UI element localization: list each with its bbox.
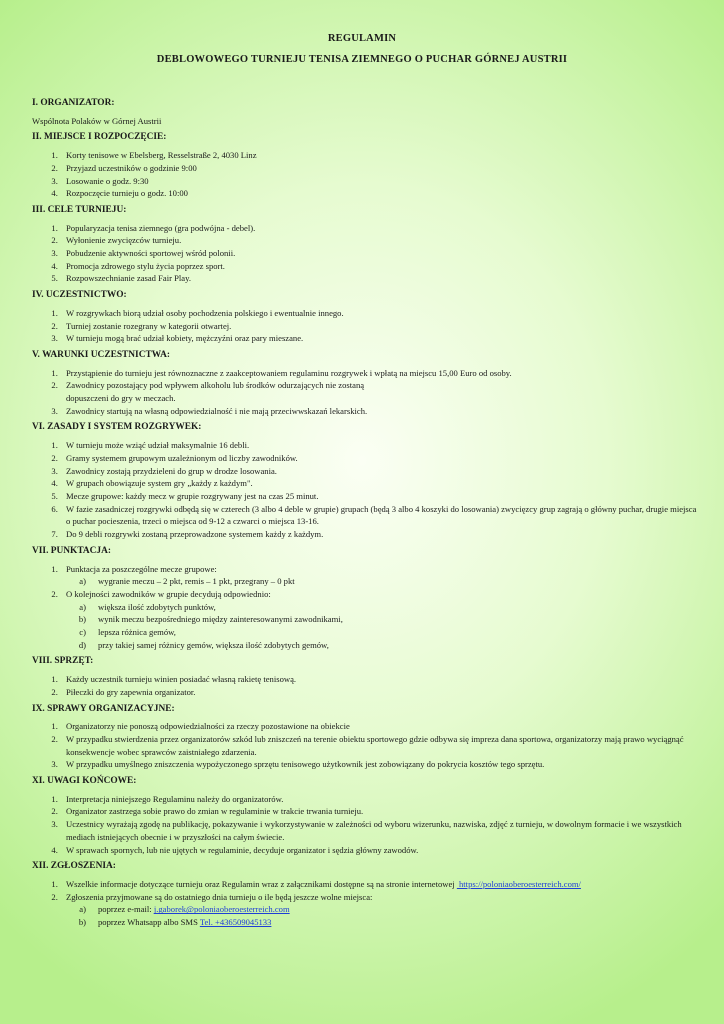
document-subtitle: DEBLOWOWEGO TURNIEJU TENISA ZIEMNEGO O PUCHAR GÓRNEJ AUSTRII — [156, 54, 568, 65]
list-item: 3. W turnieju mogą brać udział kobiety, mężczyźni oraz pary mieszane. — [60, 332, 697, 345]
list-item: 3. Pobudzenie aktywności sportowej wśród polonii. — [60, 247, 697, 260]
list-item: 2. Piłeczki do gry zapewnia organizator. — [60, 686, 697, 699]
list-item: 1. Przystąpienie do turnieju jest równoznaczne z zaakceptowaniem regulaminu rozgrywek i wpłatą na miejscu 15,00 Euro od osoby. — [60, 367, 697, 380]
section-heading-miejsce: II. MIEJSCE I ROZPOCZĘCIE: — [32, 132, 167, 143]
list-item: 1. W turnieju może wziąć udział maksymalnie 16 debli. — [60, 439, 697, 452]
document-body — [32, 97, 697, 931]
list-item — [60, 878, 697, 891]
list-item: 3. Uczestnicy wyrażają zgodę na publikację, pokazywanie i wykorzystywanie w zależności od wyboru wizerunku, nazwiska, zdjęć z turnieju, w dowolnym formacie i we wszystkich mediach istniejących obecnie i w przyszłości na całym świecie. — [60, 818, 697, 843]
list-item: 3. Zawodnicy startują na własną odpowiedzialność i nie mają przeciwwskazań lekarskich. — [60, 405, 697, 418]
list-item: 2. Gramy systemem grupowym uzależnionym od liczby zawodników. — [60, 452, 697, 465]
section-heading-uczestnictwo: IV. UCZESTNICTWO: — [32, 290, 127, 301]
list-uczestnictwo — [32, 307, 697, 345]
sublist — [66, 575, 697, 588]
list-item: 2. Turniej zostanie rozegrany w kategorii otwartej. — [60, 320, 697, 333]
list-miejsce — [32, 149, 697, 200]
list-item: 2. Organizator zastrzega sobie prawo do zmian w regulaminie w trakcie trwania turnieju. — [60, 805, 697, 818]
sublist-item: a. wygranie meczu – 2 pkt, remis – 1 pkt, przegrany – 0 pkt — [86, 575, 697, 588]
list-item: 3. W przypadku umyślnego zniszczenia wypożyczonego sprzętu tenisowego użytkownik jest zobowiązany do pokrycia kosztów tego sprzętu. — [60, 758, 697, 771]
section-heading-warunki: V. WARUNKI UCZESTNICTWA: — [32, 349, 170, 360]
list-item: 2. Zawodnicy pozostający pod wpływem alkoholu lub środków odurzających nie zostaną dopuszczeni do gry w meczach. — [60, 379, 697, 404]
section-heading-uwagi-koncowe: XI. UWAGI KOŃCOWE: — [32, 776, 137, 787]
sublist-item — [86, 916, 697, 929]
sublist-item-text: poprzez e-mail: — [98, 904, 154, 915]
document-title: REGULAMIN — [327, 33, 397, 44]
list-item: 6. W fazie zasadniczej rozgrywki odbędą się w czterech (3 albo 4 deble w grupie) grupach (będą 3 albo 4 koszyki do losowania) zwycięzcy grup zagrają o główny puchar, drugie miejsca o puchar pocieszenia, trzeci o miejsca od 9-12 a czwarci o miejsca 13-16. — [60, 503, 697, 528]
email-link[interactable]: j.gaborek@poloniaoberoesterreich.com — [153, 904, 290, 915]
list-sprawy-organizacyjne — [32, 720, 697, 771]
sublist-item — [86, 903, 697, 916]
section-heading-cele: III. CELE TURNIEJU: — [32, 204, 127, 215]
section-heading-zasady: VI. ZASADY I SYSTEM ROZGRYWEK: — [32, 422, 202, 433]
list-uwagi-koncowe — [32, 793, 697, 857]
sublist-item-text: poprzez Whatsapp albo SMS — [98, 917, 200, 928]
list-item: 3. Losowanie o godz. 9:30 — [60, 175, 697, 188]
website-link[interactable]: https://poloniaoberoesterreich.com/ — [456, 878, 581, 889]
list-item: 1. Korty tenisowe w Ebelsberg, Resselstraße 2, 4030 Linz — [60, 149, 697, 162]
organizer-name: Wspólnota Polaków w Górnej Austrii — [32, 115, 162, 126]
list-cele — [32, 222, 697, 286]
list-warunki — [32, 367, 697, 418]
list-item: 2. W przypadku stwierdzenia przez organizatorów szkód lub zniszczeń na terenie obiektu sportowego gdzie odbywa się impreza dana sportowa, organizatorzy mają prawo wyciągnąć konsekwencje wobec sprawców zaistniałego zdarzenia. — [60, 733, 697, 758]
section-heading-zgloszenia: XII. ZGŁOSZENIA: — [32, 861, 116, 872]
sublist — [66, 601, 697, 652]
sublist-item: a. większa ilość zdobytych punktów, — [86, 601, 697, 614]
list-item-text: Punktacja za poszczególne mecze grupowe: — [66, 563, 217, 574]
list-item: 4. Rozpoczęcie turnieju o godz. 10:00 — [60, 187, 697, 200]
sublist — [66, 903, 697, 928]
list-item — [60, 588, 697, 652]
list-item-text: Wszelkie informacje dotyczące turnieju oraz Regulamin wraz z załącznikami dostępne są na stronie internetowej — [66, 878, 457, 889]
list-zasady — [32, 439, 697, 541]
list-item: 2. Przyjazd uczestników o godzinie 9:00 — [60, 162, 697, 175]
list-item: 1. Popularyzacja tenisa ziemnego (gra podwójna - debel). — [60, 222, 697, 235]
section-heading-sprawy-organizacyjne: IX. SPRAWY ORGANIZACYJNE: — [32, 703, 175, 714]
list-item-text: Zgłoszenia przyjmowane są do ostatniego dnia turnieju o ile będą jeszcze wolne miejsca: — [66, 891, 373, 902]
list-item: 4. Promocja zdrowego stylu życia poprzez sport. — [60, 260, 697, 273]
list-item: 1. Interpretacja niniejszego Regulaminu należy do organizatorów. — [60, 793, 697, 806]
list-punktacja — [32, 563, 697, 652]
list-item — [60, 563, 697, 588]
list-zgloszenia — [32, 878, 697, 929]
sublist-item: d. przy takiej samej różnicy gemów, większa ilość zdobytych gemów, — [86, 639, 697, 652]
list-item: 5. Mecze grupowe: każdy mecz w grupie rozgrywany jest na czas 25 minut. — [60, 490, 697, 503]
list-item: 1. Każdy uczestnik turnieju winien posiadać własną rakietę tenisową. — [60, 673, 697, 686]
section-heading-sprzet: VIII. SPRZĘT: — [32, 656, 94, 667]
list-item — [60, 891, 697, 929]
list-item: 4. W grupach obowiązuje system gry „każdy z każdym". — [60, 477, 697, 490]
list-item: 2. Wyłonienie zwycięzców turnieju. — [60, 234, 697, 247]
section-heading-organizator: I. ORGANIZATOR: — [32, 98, 115, 108]
list-item-text: O kolejności zawodników w grupie decydują odpowiednio: — [66, 588, 271, 599]
list-item: 1. W rozgrywkach biorą udział osoby pochodzenia polskiego i ewentualnie innego. — [60, 307, 697, 320]
list-item: 5. Rozpowszechnianie zasad Fair Play. — [60, 272, 697, 285]
list-sprzet — [32, 673, 697, 698]
phone-link[interactable]: Tel. +436509045133 — [199, 917, 272, 928]
list-item: 1. Organizatorzy nie ponoszą odpowiedzialności za rzeczy pozostawione na obiekcie — [60, 720, 697, 733]
list-item: 7. Do 9 debli rozgrywki zostaną przeprowadzone systemem każdy z każdym. — [60, 528, 697, 541]
section-heading-punktacja: VII. PUNKTACJA: — [32, 545, 111, 556]
sublist-item: b. wynik meczu bezpośredniego między zainteresowanymi zawodnikami, — [86, 613, 697, 626]
list-item: 3. Zawodnicy zostają przydzieleni do grup w drodze losowania. — [60, 465, 697, 478]
sublist-item: c. lepsza różnica gemów, — [86, 626, 697, 639]
list-item: 4. W sprawach spornych, lub nie ujętych w regulaminie, decyduje organizator i sędzia główny zawodów. — [60, 844, 697, 857]
